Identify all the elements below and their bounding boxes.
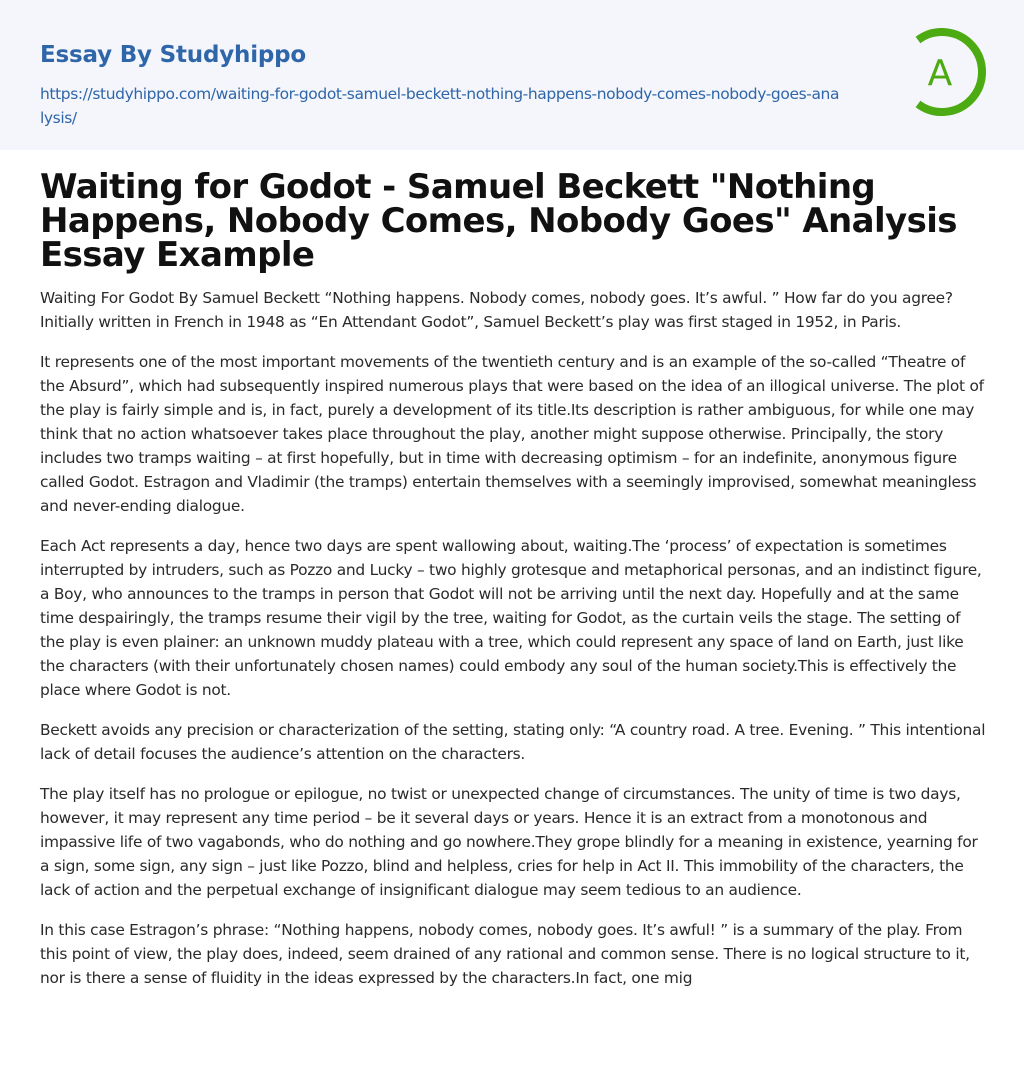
article-paragraph: The play itself has no prologue or epilogue, no twist or unexpected change of circumstances. The unity of time is two days, however, it may represent any time period – be it several days or years. Hence it is an extract from a monotonous and impassive life of two vagabonds, who do nothing and go nowhere.They grope blindly for a meaning in existence, yearning for a sign, some sign, any sign – just like Pozzo, blind and helpless, cries for help in Act II. This immobility of the characters, the lack of action and the perpetual exchange of insignificant dialogue may seem tedious to an audience.: [40, 785, 978, 899]
article-paragraph: Beckett avoids any precision or characterization of the setting, stating only: “A country road. A tree. Evening. ” This intentional lack of detail focuses the audience’s attention on the characters.: [40, 721, 986, 763]
source-url-link[interactable]: https://studyhippo.com/waiting-for-godot-samuel-beckett-nothing-happens-nobody-comes-nobody-goes-analysis/: [40, 85, 840, 127]
svg-text:A: A: [927, 53, 953, 94]
article: [40, 167, 988, 1006]
article-title: Waiting for Godot - Samuel Beckett "Nothing Happens, Nobody Comes, Nobody Goes" Analysis Essay Example: [40, 167, 957, 275]
article-paragraph: It represents one of the most important movements of the twentieth century and is an example of the so-called “Theatre of the Absurd”, which had subsequently inspired numerous plays that were based on the idea of an illogical universe. The plot of the play is fairly simple and is, in fact, purely a development of its title.Its description is rather ambiguous, for while one may think that no action whatsoever takes place throughout the play, another might suppose otherwise. Principally, the story includes two tramps waiting – at first hopefully, but in time with decreasing optimism – for an indefinite, anonymous figure called Godot. Estragon and Vladimir (the tramps) entertain themselves with a seemingly improvised, somewhat meaningless and never-ending dialogue.: [40, 353, 984, 515]
article-paragraph: Each Act represents a day, hence two days are spent wallowing about, waiting.The ‘process’ of expectation is sometimes interrupted by intruders, such as Pozzo and Lucky – two highly grotesque and metaphorical personas, and an indistinct figure, a Boy, who announces to the tramps in person that Godot will not be arriving until the next day. Hopefully and at the same time despairingly, the tramps resume their vigil by the tree, waiting for Godot, as the curtain veils the stage. The setting of the play is even plainer: an unknown muddy plateau with a tree, which could represent any space of land on Earth, just like the characters (with their unfortunately chosen names) could embody any soul of the human society.This is effectively the place where Godot is not.: [40, 537, 982, 699]
article-paragraph: Waiting For Godot By Samuel Beckett “Nothing happens. Nobody comes, nobody goes. It’s awful. ” How far do you agree? Initially written in French in 1948 as “En Attendant Godot”, Samuel Beckett’s play was first staged in 1952, in Paris.: [40, 289, 953, 331]
article-paragraph: In this case Estragon’s phrase: “Nothing happens, nobody comes, nobody goes. It’s awful! ” is a summary of the play. From this point of view, the play does, indeed, seem drained of any rational and common sense. There is no logical structure to it, nor is there a sense of fluidity in the ideas expressed by the characters.In fact, one mig: [40, 921, 970, 987]
page-header: [0, 0, 1024, 150]
studyhippo-logo-icon[interactable]: [910, 28, 988, 116]
brand-title: Essay By Studyhippo: [40, 42, 307, 68]
